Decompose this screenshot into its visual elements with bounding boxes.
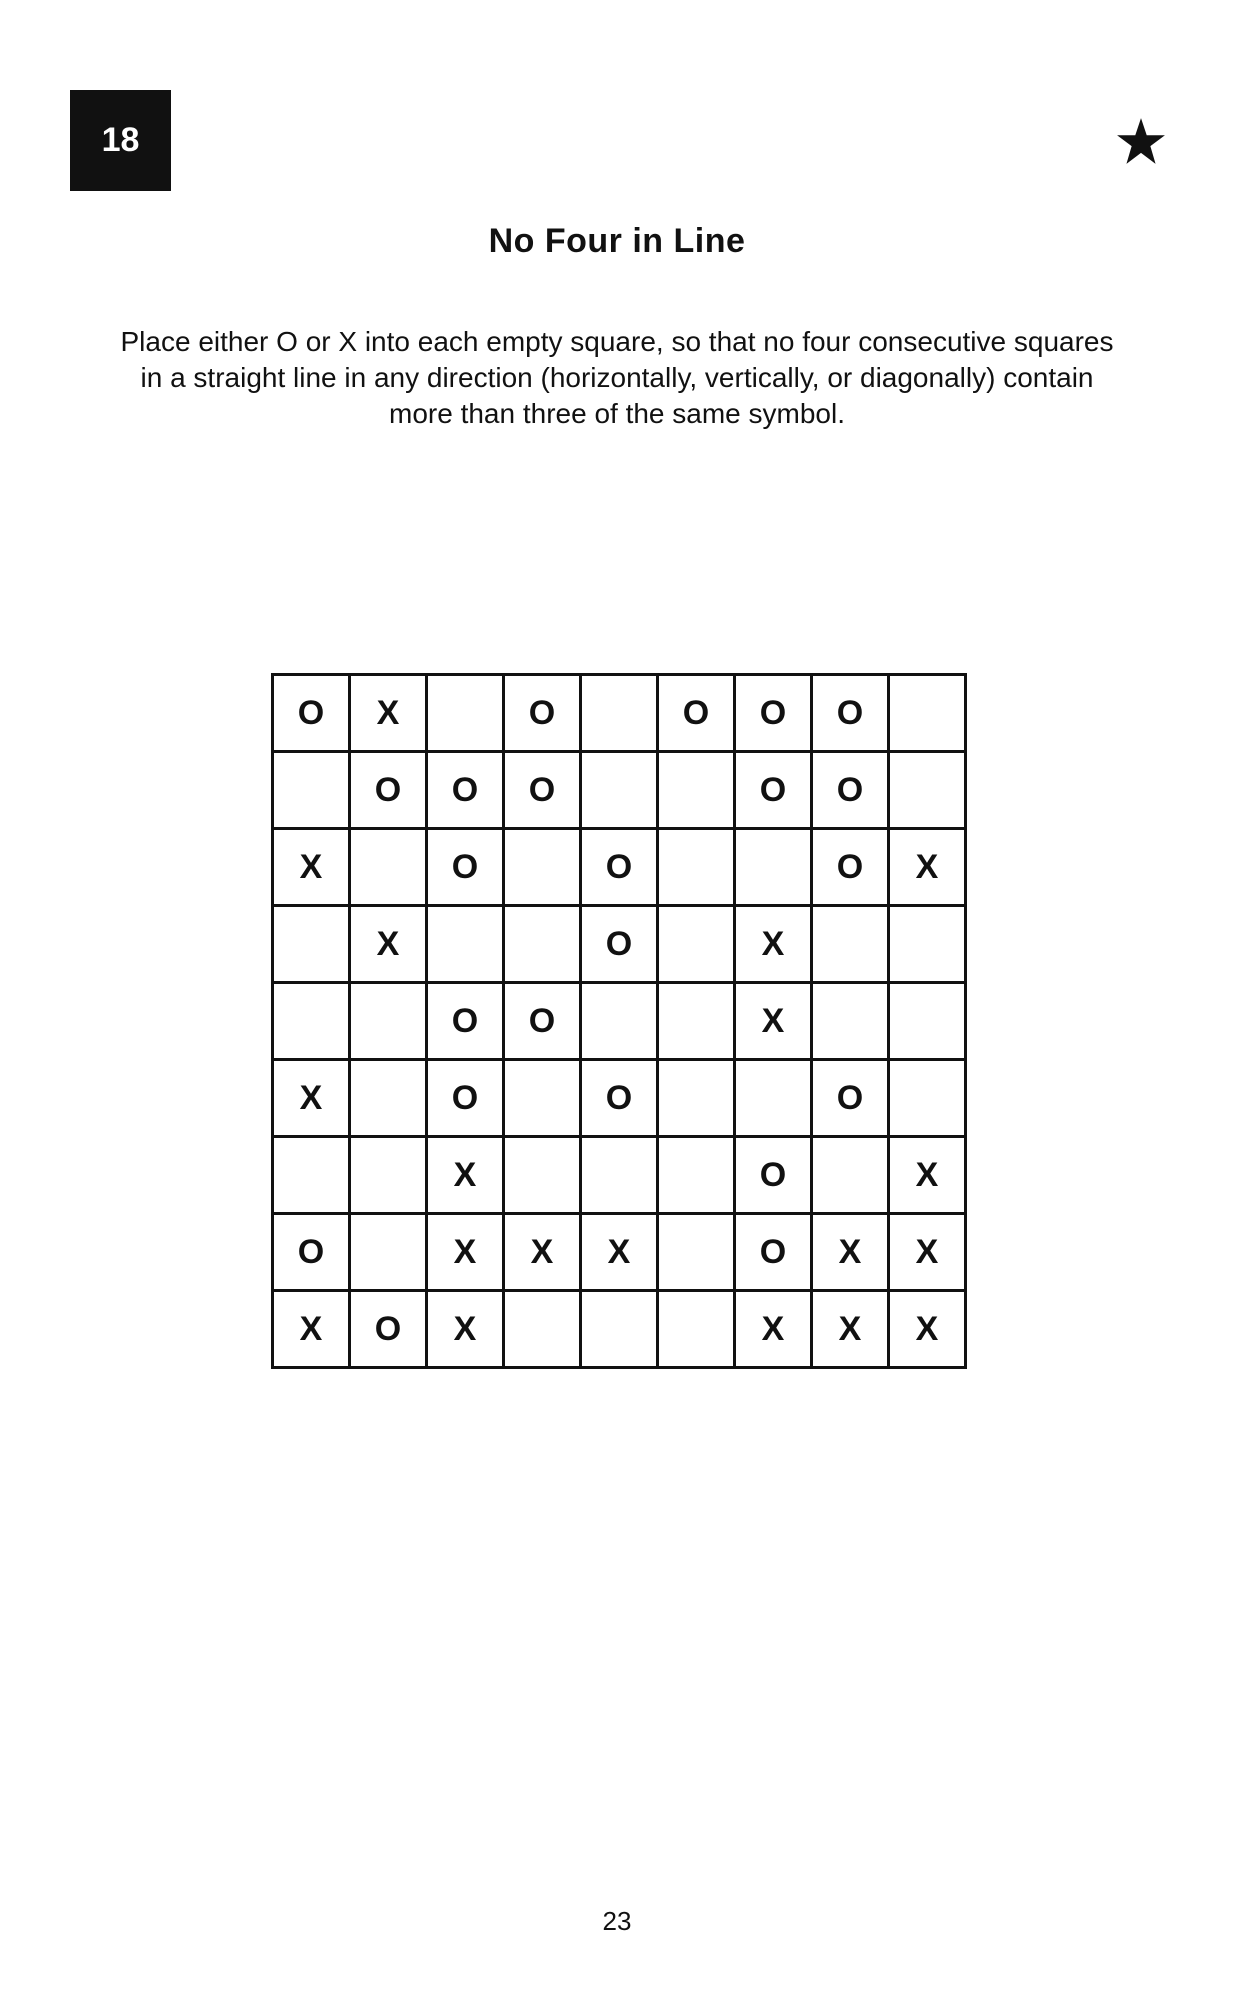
grid-cell-filled: O (505, 984, 582, 1061)
grid-cell-filled: X (890, 1215, 967, 1292)
puzzle-title: No Four in Line (488, 222, 746, 260)
grid-cell-empty[interactable] (428, 907, 505, 984)
grid-cell-filled: X (582, 1215, 659, 1292)
grid-cell-filled: O (274, 676, 351, 753)
grid-cell-filled: X (274, 1292, 351, 1369)
grid-cell-empty[interactable] (736, 1061, 813, 1138)
grid-cell-empty[interactable] (813, 1138, 890, 1215)
grid-cell-empty[interactable] (582, 676, 659, 753)
grid-cell-empty[interactable] (351, 984, 428, 1061)
grid-cell-filled: O (736, 676, 813, 753)
grid-cell-empty[interactable] (582, 1138, 659, 1215)
grid-cell-filled: X (890, 1138, 967, 1215)
grid-cell-filled: X (428, 1215, 505, 1292)
grid-cell-filled: O (736, 1138, 813, 1215)
grid-cell-filled: X (736, 907, 813, 984)
grid-cell-empty[interactable] (274, 753, 351, 830)
grid-cell-empty[interactable] (890, 1061, 967, 1138)
grid-cell-filled: O (582, 1061, 659, 1138)
grid-cell-empty[interactable] (274, 1138, 351, 1215)
grid-cell-filled: X (890, 1292, 967, 1369)
grid-cell-filled: X (813, 1292, 890, 1369)
grid-cell-filled: O (351, 1292, 428, 1369)
grid-cell-filled: O (659, 676, 736, 753)
grid-cell-empty[interactable] (274, 984, 351, 1061)
grid-cell-empty[interactable] (659, 907, 736, 984)
grid-cell-empty[interactable] (659, 1215, 736, 1292)
grid-cell-filled: O (274, 1215, 351, 1292)
grid-cell-empty[interactable] (428, 676, 505, 753)
puzzle-number: 18 (101, 121, 140, 159)
grid-cell-filled: X (351, 676, 428, 753)
grid-cell-filled: X (813, 1215, 890, 1292)
grid-cell-empty[interactable] (505, 1061, 582, 1138)
grid-cell-empty[interactable] (659, 1138, 736, 1215)
grid-cell-filled: O (813, 830, 890, 907)
grid-cell-empty[interactable] (505, 1292, 582, 1369)
grid-cell-filled: O (351, 753, 428, 830)
grid-cell-filled: O (582, 830, 659, 907)
grid-cell-empty[interactable] (813, 984, 890, 1061)
grid-cell-filled: X (428, 1138, 505, 1215)
grid-cell-filled: O (505, 676, 582, 753)
grid-cell-filled: X (505, 1215, 582, 1292)
grid-cell-empty[interactable] (274, 907, 351, 984)
grid-cell-filled: O (428, 830, 505, 907)
grid-cell-filled: O (428, 984, 505, 1061)
grid-cell-filled: O (428, 1061, 505, 1138)
grid-cell-empty[interactable] (351, 1138, 428, 1215)
grid-cell-filled: O (813, 676, 890, 753)
puzzle-grid (271, 673, 967, 1369)
puzzle-number-badge (70, 90, 171, 191)
grid-cell-empty[interactable] (505, 907, 582, 984)
grid-cell-empty[interactable] (813, 907, 890, 984)
grid-cell-empty[interactable] (582, 753, 659, 830)
star-icon (1115, 116, 1167, 168)
grid-cell-filled: O (736, 1215, 813, 1292)
grid-cell-empty[interactable] (890, 676, 967, 753)
puzzle-instructions: Place either O or X into each empty square, so that no four consecutive squares in a straight line in any direction (horizontally, vertically, or diagonally) contain more than three of the same symbol. (120, 326, 1114, 429)
grid-cell-empty[interactable] (659, 1292, 736, 1369)
grid-cell-filled: O (736, 753, 813, 830)
grid-cell-empty[interactable] (582, 984, 659, 1061)
grid-cell-empty[interactable] (505, 830, 582, 907)
grid-cell-filled: O (813, 1061, 890, 1138)
grid-cell-empty[interactable] (890, 907, 967, 984)
grid-cell-filled: X (736, 984, 813, 1061)
grid-cell-empty[interactable] (505, 1138, 582, 1215)
page-number: 23 (602, 1906, 632, 1936)
grid-cell-empty[interactable] (659, 1061, 736, 1138)
grid-cell-empty[interactable] (890, 984, 967, 1061)
grid-cell-empty[interactable] (659, 984, 736, 1061)
grid-cell-empty[interactable] (659, 830, 736, 907)
grid-cell-filled: O (582, 907, 659, 984)
grid-cell-empty[interactable] (659, 753, 736, 830)
grid-cell-filled: O (428, 753, 505, 830)
grid-cell-empty[interactable] (582, 1292, 659, 1369)
grid-cell-filled: X (890, 830, 967, 907)
grid-cell-empty[interactable] (351, 1061, 428, 1138)
grid-cell-empty[interactable] (351, 1215, 428, 1292)
grid-cell-filled: X (736, 1292, 813, 1369)
grid-cell-empty[interactable] (351, 830, 428, 907)
grid-cell-empty[interactable] (736, 830, 813, 907)
grid-cell-filled: X (274, 1061, 351, 1138)
grid-cell-filled: O (813, 753, 890, 830)
grid-cell-filled: O (505, 753, 582, 830)
grid-cell-filled: X (351, 907, 428, 984)
grid-cell-filled: X (274, 830, 351, 907)
grid-cell-filled: X (428, 1292, 505, 1369)
grid-cell-empty[interactable] (890, 753, 967, 830)
